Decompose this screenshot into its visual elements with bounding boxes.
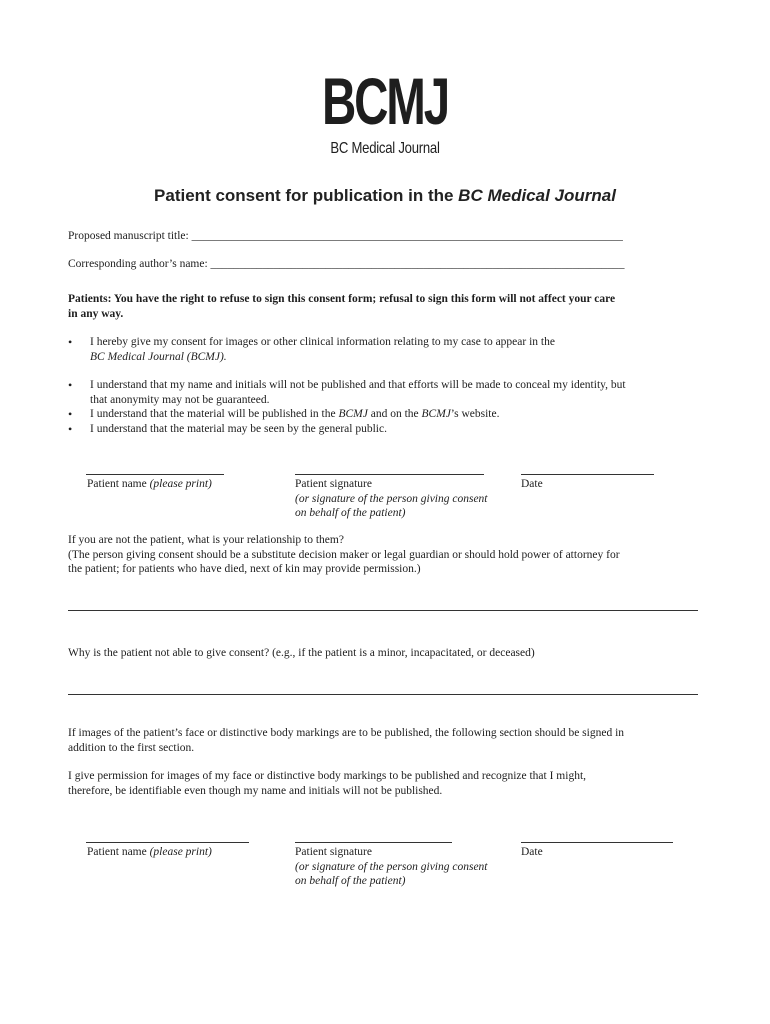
- consent-items-list: [68, 378, 700, 436]
- face-permission-line-2: therefore, be identifiable even though my name and initials will not be published.: [68, 785, 443, 797]
- date-label-2: Date: [521, 846, 543, 858]
- consent-item-1-line-1: I hereby give my consent for images or other clinical information relating to my case to appear in the: [90, 336, 555, 348]
- signature-hint-line-1: (or signature of the person giving consent: [295, 492, 488, 505]
- bcmj-logo: BCMJ: [321, 64, 448, 138]
- patients-notice-line-1: Patients: You have the right to refuse to sign this consent form; refusal to sign this form will not affect your care: [68, 293, 616, 305]
- title-prefix: Patient consent for publication in the: [154, 186, 459, 205]
- date-line-2[interactable]: [521, 842, 673, 843]
- patient-signature-label: [295, 477, 488, 521]
- patient-signature-label-2: [295, 845, 488, 889]
- consent-item-2-line-2: that anonymity may not be guaranteed.: [90, 393, 270, 406]
- face-section-intro-line-2: addition to the first section.: [68, 742, 195, 754]
- patient-name-hint: (please print): [149, 478, 212, 490]
- logo-subtitle: BC Medical Journal: [330, 140, 440, 157]
- consent-item-2-line-1: I understand that my name and initials will not be published and that efforts will be made to conceal my identity, but: [90, 379, 626, 391]
- consent-item-3-bcmj: BCMJ: [338, 408, 368, 420]
- list-item: [68, 335, 700, 364]
- page-title: [0, 186, 770, 206]
- date-line[interactable]: [521, 474, 654, 475]
- relationship-note-line-2: the patient; for patients who have died, next of kin may provide permission.): [68, 563, 421, 575]
- patient-name-hint-2: (please print): [149, 846, 212, 858]
- consent-item-3-bcmj-2: BCMJ: [421, 408, 451, 420]
- signature-hint-2-line-1: (or signature of the person giving consent: [295, 860, 488, 873]
- patient-name-line[interactable]: [86, 474, 224, 475]
- consent-item-3-text-a: I understand that the material will be published in the: [90, 408, 339, 420]
- relationship-question: If you are not the patient, what is your relationship to them?: [68, 534, 344, 546]
- list-item: [68, 378, 700, 407]
- relationship-answer-line[interactable]: [68, 610, 698, 611]
- consent-item-4-text: I understand that the material may be seen by the general public.: [90, 422, 387, 435]
- relationship-note-line-1: (The person giving consent should be a substitute decision maker or legal guardian or should hold power of attorney for: [68, 549, 620, 561]
- list-item: [68, 422, 700, 437]
- patient-signature-label-text: Patient signature: [295, 478, 372, 490]
- reason-answer-line[interactable]: [68, 694, 698, 695]
- consent-item-1: [68, 335, 700, 364]
- patient-name-line-2[interactable]: [86, 842, 249, 843]
- patient-name-label-2-text: Patient name: [87, 846, 150, 858]
- face-section-intro-line-1: If images of the patient’s face or distinctive body markings are to be published, the following section should be signed in: [68, 727, 625, 739]
- patient-name-label: [87, 477, 212, 492]
- patients-notice-line-2: in any way.: [68, 308, 124, 320]
- patient-signature-line-2[interactable]: [295, 842, 452, 843]
- face-permission-line-1: I give permission for images of my face or distinctive body markings to be published and recognize that I might,: [68, 770, 587, 782]
- patient-signature-label-2-text: Patient signature: [295, 846, 372, 858]
- title-journal-name: BC Medical Journal: [458, 186, 616, 205]
- signature-hint-line-2: on behalf of the patient): [295, 507, 406, 519]
- consent-item-1-line-2: BC Medical Journal (BCMJ).: [90, 350, 227, 363]
- corresponding-author-field[interactable]: Corresponding author’s name: ________________________________________________________________________: [68, 258, 625, 270]
- consent-item-3-text-e: ’s website.: [450, 408, 500, 420]
- list-item: [68, 407, 700, 422]
- signature-hint-2-line-2: on behalf of the patient): [295, 875, 406, 887]
- reason-question: Why is the patient not able to give consent? (e.g., if the patient is a minor, incapacitated, or deceased): [68, 647, 535, 659]
- patient-signature-line[interactable]: [295, 474, 484, 475]
- patient-name-label-2: [87, 845, 212, 860]
- consent-item-3-text-c: and on the: [367, 408, 422, 420]
- manuscript-title-field[interactable]: Proposed manuscript title: ___________________________________________________________________________: [68, 230, 623, 242]
- date-label: Date: [521, 478, 543, 490]
- patient-name-label-text: Patient name: [87, 478, 150, 490]
